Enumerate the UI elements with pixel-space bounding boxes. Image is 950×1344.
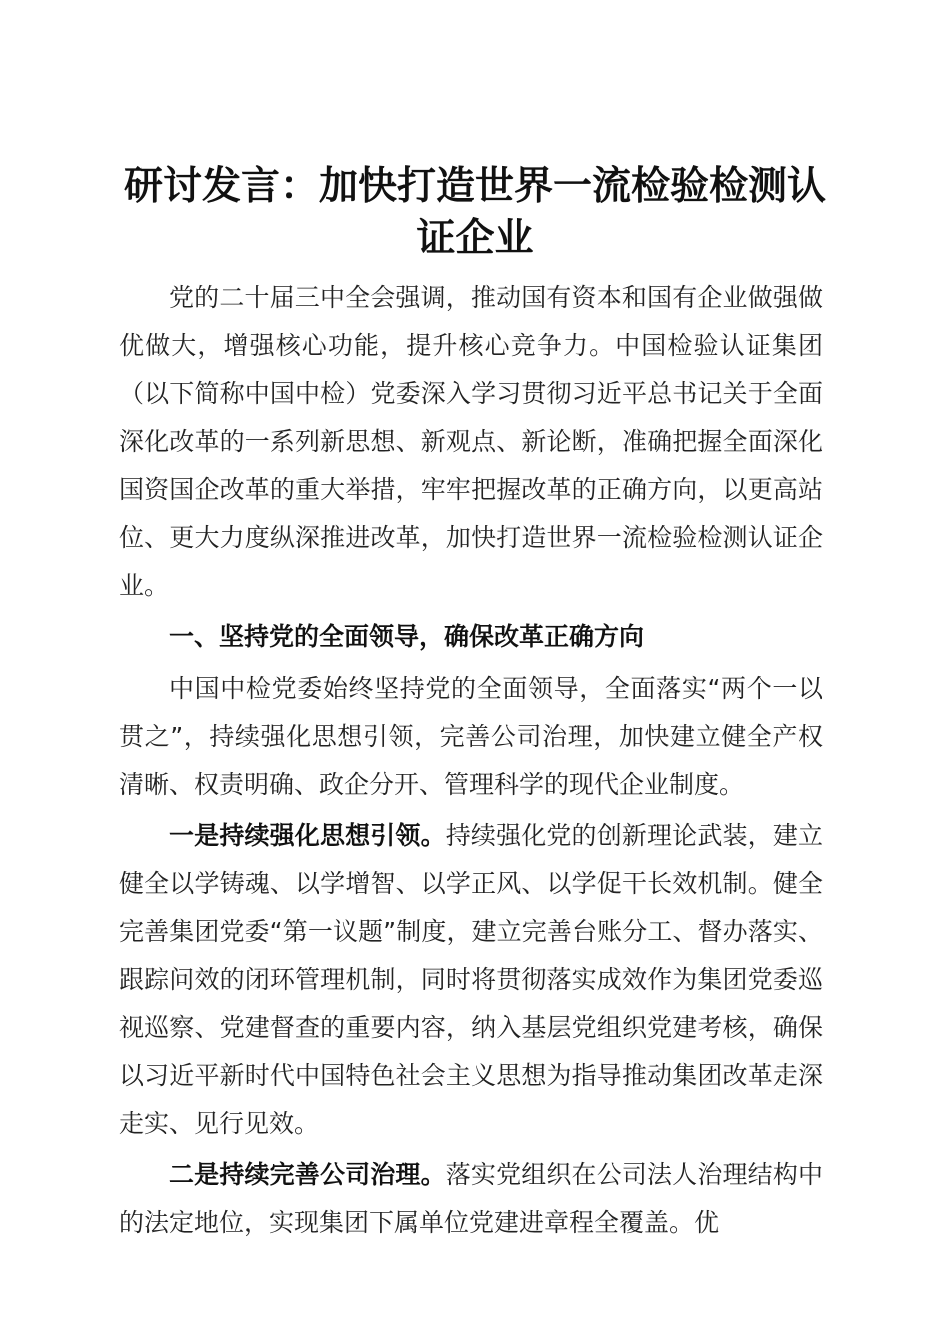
- document-body: [119, 274, 823, 1250]
- paragraph-point-one: [119, 812, 823, 1148]
- paragraph-text: 持续强化党的创新理论武装，建立健全以学铸魂、以学增智、以学正风、以学促干长效机制。健全完善集团党委“第一议题”制度，建立完善台账分工、督办落实、跟踪问效的闭环管理机制，同时将贯彻落实成效作为集团党委巡视巡察、党建督查的重要内容，纳入基层党组织党建考核，确保以习近平新时代中国特色社会主义思想为指导推动集团改革走深走实、见行见效。: [119, 821, 823, 1138]
- section-heading-text: 一、坚持党的全面领导，确保改革正确方向: [169, 622, 645, 651]
- paragraph-text: 中国中检党委始终坚持党的全面领导，全面落实“两个一以贯之”，持续强化思想引领，完善公司治理，加快建立健全产权清晰、权责明确、政企分开、管理科学的现代企业制度。: [119, 674, 823, 799]
- paragraph-intro: [119, 274, 823, 610]
- paragraph-text: 党的二十届三中全会强调，推动国有资本和国有企业做强做优做大，增强核心功能，提升核心竞争力。中国检验认证集团（以下简称中国中检）党委深入学习贯彻习近平总书记关于全面深化改革的一系列新思想、新观点、新论断，准确把握全面深化国资国企改革的重大举措，牢牢把握改革的正确方向，以更高站位、更大力度纵深推进改革，加快打造世界一流检验检测认证企业。: [119, 283, 823, 600]
- section-heading: [119, 613, 823, 661]
- paragraph-lead: 二是持续完善公司治理。: [169, 1160, 446, 1189]
- paragraph-point-two: [119, 1151, 823, 1247]
- paragraph-text: 落实党组织在公司法人治理结构中的法定地位，实现集团下属单位党建进章程全覆盖。优: [119, 1160, 823, 1237]
- paragraph-section-intro: [119, 665, 823, 809]
- paragraph-lead: 一是持续强化思想引领。: [169, 821, 446, 850]
- document-title: 研讨发言：加快打造世界一流检验检测认证企业: [123, 163, 826, 262]
